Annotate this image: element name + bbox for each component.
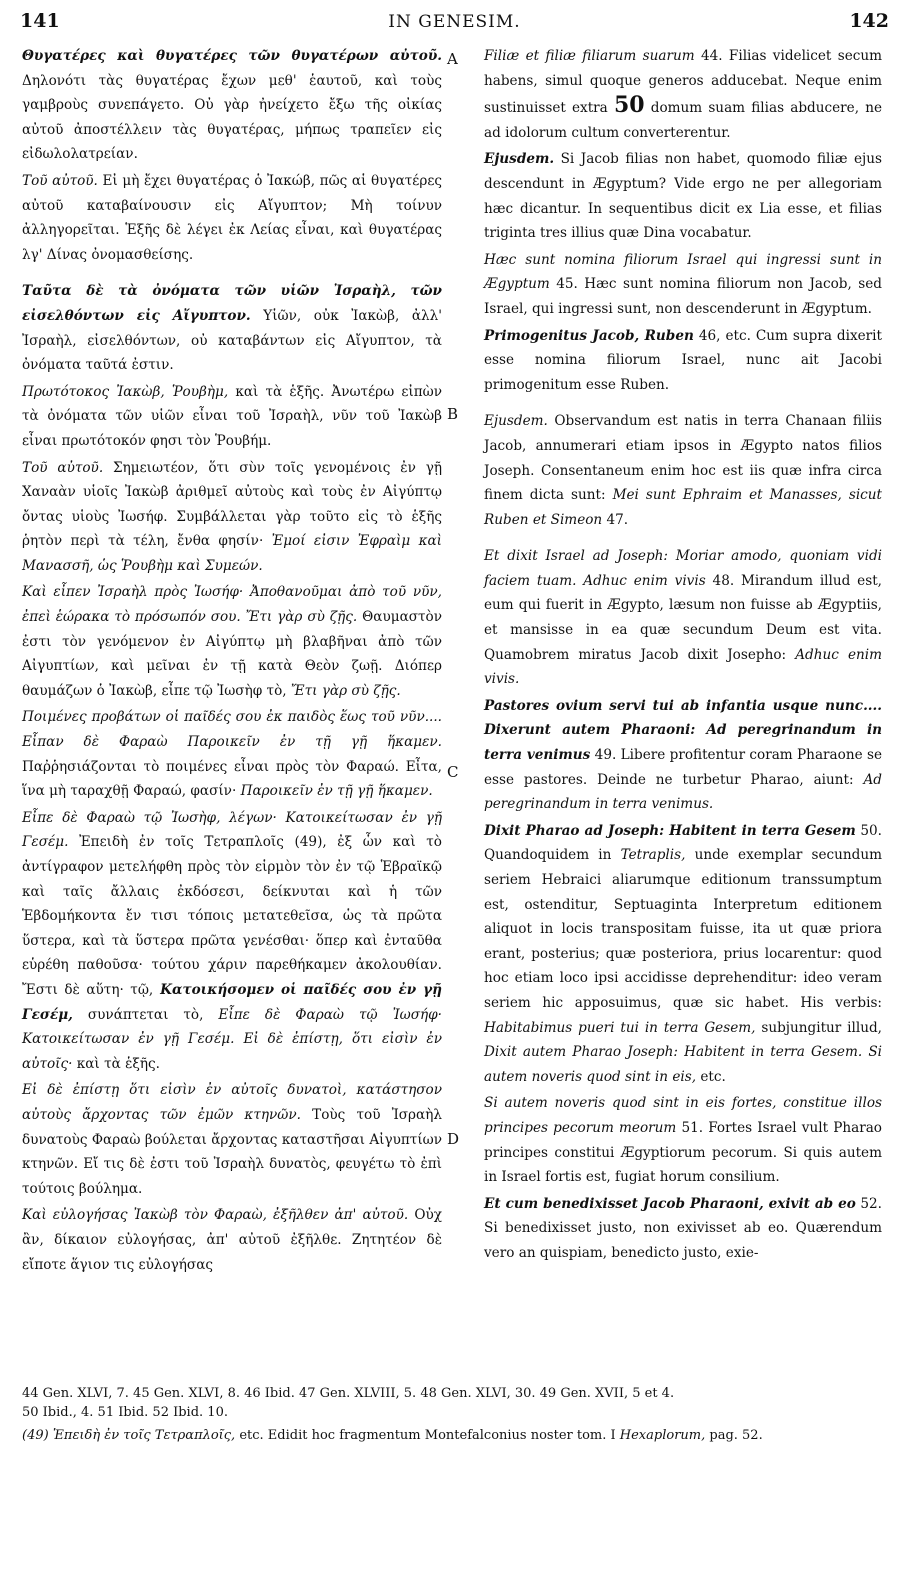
footnote-text: etc. Edidit hoc fragmentum Montefalconius noster tom. I <box>235 1428 616 1443</box>
page-number-right: 142 <box>849 10 889 32</box>
latin-paragraph <box>484 694 882 817</box>
footnote-text: pag. 52. <box>705 1428 763 1443</box>
commentary: 48. Mirandum illud est, eum qui fuerit in Ægypto, læsum non fuisse ab Ægyptiis, et mansisse in ea quæ secundum Deum est vita. Quamobrem miratus Jacob dixit Josepho: <box>484 572 882 663</box>
footnote-line: 44 Gen. XLVI, 7. 45 Gen. XLVI, 8. 46 Ibid. 47 Gen. XLVIII, 5. 48 Gen. XLVI, 30. 49 Gen. XVII, 5 et 4. <box>22 1386 675 1401</box>
latin-paragraph <box>484 324 882 398</box>
commentary: Δηλονότι τὰς θυγατέρας ἔχων μεθ' ἑαυτοῦ, καὶ τοὺς γαμβροὺς συνεπάγετο. Οὐ γὰρ ἠνείχετο ἔξω τῆς οἰκίας αὐτοῦ ἀποστέλλειν τὰς θυγατέρας, μήπως τραπεῖεν εἰς εἰδωλολατρείαν. <box>22 72 442 163</box>
lemma: Πρωτότοκος Ἰακὼβ, Ῥουβὴμ, <box>22 383 229 400</box>
page-number-left: 141 <box>20 10 60 32</box>
greek-paragraph <box>22 806 442 1077</box>
quotation: Ἔτι γὰρ σὺ ζῇς. <box>286 682 401 699</box>
margin-letter-c: C <box>447 763 459 781</box>
column-number: 50 <box>613 92 645 119</box>
latin-paragraph <box>484 409 882 532</box>
quotation: Dixit autem Pharao Joseph: Habitent in terra Gesem. Si autem noveris quod sint in eis, <box>484 1044 882 1085</box>
commentary: Παῤῥησιάζονται τὸ ποιμένες εἶναι πρὸς τὸν Φαραώ. Εἶτα, ἵνα μὴ ταραχθῇ Φαραώ, φασίν· <box>22 758 442 800</box>
lemma: Et cum benedixisset Jacob Pharaoni, exivit ab eo <box>484 1195 856 1212</box>
commentary: Si Jacob filias non habet, quomodo filiæ ejus descendunt in Ægyptum? Vide ergo ne per allegoriam hæc dicantur. In sequentibus dicit ex Lia esse, et filias triginta tres illius quæ Dina vocabatur. <box>484 151 882 242</box>
commentary: 51. Fortes Israel vult Pharao principes constitui Ægyptiorum pecorum. Si quis autem in Israel fortis est, fugiat horum consilium. <box>484 1119 882 1186</box>
commentary: unde exemplar secundum seriem Hebraici aliarumque editionum transsumptum est, ostenditur, Septuaginta Interpretum editionem aliquot in locis transpositam fuisse, ita ut quæ priora erant, posterius; quæ posteriora, prius locarentur: quod hoc etiam loco ipsi accidisse deprehenditur: ideo veram seriem hic apposuimus, quæ sic habet. His verbis: <box>484 847 883 1011</box>
quotation: Mei sunt Ephraim et Manasses, sicut Ruben et Simeon <box>484 487 882 528</box>
greek-column <box>22 44 442 1279</box>
lemma: Filiæ et filiæ filiarum suarum <box>484 48 695 64</box>
margin-letter-a: A <box>447 50 458 68</box>
lemma: Ταῦτα δὲ τὰ ὀνόματα τῶν υἱῶν Ἰσραὴλ, τῶν εἰσελθόντων εἰς Αἴγυπτον. <box>22 283 442 324</box>
commentary: 46, etc. Cum supra dixerit esse nomina filiorum Israel, nunc ait Jacobi primogenitum esse Ruben. <box>484 327 882 393</box>
commentary: domum suam filias abducere, ne ad idolorum cultum converterentur. <box>484 100 882 141</box>
lemma: Pastores ovium servi tui ab infantia usque nunc.... Dixerunt autem Pharaoni: Ad peregrinandum in terra venimus <box>484 697 882 764</box>
lemma: Καὶ εἶπεν Ἰσραὴλ πρὸς Ἰωσήφ· Ἀποθανοῦμαι ἀπὸ τοῦ νῦν, ἐπεὶ ἑώρακα τὸ πρόσωπόν σου. Ἔτι γὰρ σὺ ζῇς. <box>22 584 442 626</box>
greek-paragraph <box>22 1203 442 1277</box>
quotation: Παροικεῖν ἐν τῇ γῇ ἥκαμεν. <box>236 783 433 800</box>
greek-paragraph <box>22 380 442 454</box>
lemma: Si autem noveris quod sint in eis fortes, constitue illos principes pecorum meorum <box>484 1095 882 1136</box>
latin-column <box>484 44 882 1268</box>
lemma: Primogenitus Jacob, Ruben <box>484 327 694 344</box>
lemma: Εἰ δὲ ἐπίστῃ ὅτι εἰσὶν ἐν αὐτοῖς δυνατοὶ, κατάστησον αὐτοὺς ἄρχοντας τῶν ἐμῶν κτηνῶν. <box>22 1082 442 1123</box>
latin-paragraph <box>484 248 882 322</box>
quotation: Ad peregrinandum in terra venimus. <box>484 771 882 813</box>
greek-paragraph <box>22 580 442 703</box>
commentary: συνάπτεται τὸ, <box>72 1006 204 1023</box>
latin-paragraph <box>484 819 882 1090</box>
quotation: Tetraplis, <box>611 847 686 864</box>
attribution: Ejusdem. <box>484 151 555 168</box>
attribution: Τοῦ αὐτοῦ. <box>22 172 98 189</box>
greek-paragraph <box>22 169 442 267</box>
margin-letter-b: B <box>447 405 459 423</box>
commentary: Οὐχ ἂν, δίκαιον εὐλογήσας, ἀπ' αὐτοῦ ἐξῆλθε. Ζητητέον δὲ εἴποτε ἅγιον τις εὐλογήσας <box>22 1207 442 1273</box>
greek-paragraph <box>22 1078 442 1201</box>
scripture-footnotes <box>22 1384 882 1422</box>
commentary: Υἱῶν, οὐκ Ἰακὼβ, ἀλλ' Ἰσραὴλ, εἰσελθόντων, οὐ καταβάντων εἰς Αἴγυπτον, τὰ ὀνόματα ταῦτά ἐστιν. <box>22 307 442 374</box>
lemma: Hæc sunt nomina filiorum Israel qui ingressi sunt in Ægyptum <box>484 251 882 293</box>
latin-paragraph <box>484 44 882 145</box>
margin-letter-d: D <box>447 1130 460 1148</box>
commentary: 52. Si benedixisset justo, non exivisset ab eo. Quærendum vero an quispiam, benedicto justo, exie- <box>484 1195 882 1261</box>
latin-paragraph <box>484 1192 882 1266</box>
commentary: etc. <box>696 1068 726 1085</box>
commentary: 49. Libere profitentur coram Pharaone se esse pastores. Deinde ne turbetur Pharao, aiunt: <box>484 747 882 788</box>
lemma: Dixit Pharao ad Joseph: Habitent in terra Gesem <box>484 822 856 839</box>
lemma: Ποιμένες προβάτων οἱ παῖδές σου ἐκ παιδὸς ἕως τοῦ νῦν.... Εἶπαν δὲ Φαραὼ Παροικεῖν ἐν τῇ γῇ ἥκαμεν. <box>22 709 442 751</box>
quotation: Adhuc enim vivis. <box>484 646 882 688</box>
greek-paragraph <box>22 279 442 377</box>
footnote-title: Hexaplorum, <box>615 1428 706 1443</box>
greek-paragraph <box>22 44 442 167</box>
attribution: Ejusdem. <box>484 413 548 430</box>
lemma: Θυγατέρες καὶ θυγατέρες τῶν θυγατέρων αὐτοῦ. <box>22 48 442 64</box>
lemma: Εἶπε δὲ Φαραὼ τῷ Ἰωσὴφ, λέγων· Κατοικείτωσαν ἐν γῇ Γεσέμ. <box>22 809 442 851</box>
editorial-footnote <box>22 1426 882 1445</box>
quotation: Habitabimus pueri tui in terra Gesem, <box>484 1019 756 1036</box>
commentary: καὶ τὰ ἑξῆς. Ἀνωτέρω εἰπὼν τὰ ὀνόματα τῶν υἱῶν εἶναι τοῦ Ἰσραὴλ, νῦν τοῦ Ἰακὼβ εἶναι πρωτότοκόν φησι τὸν Ῥουβήμ. <box>22 383 442 449</box>
commentary: Εἰ μὴ ἔχει θυγατέρας ὁ Ἰακώβ, πῶς αἱ θυγατέρες αὐτοῦ καταβαίνουσιν εἰς Αἴγυπτον; Μὴ τοίνυν ἀλληγορεῖται. Ἑξῆς δὲ λέγει ἐκ Λείας εἶναι, καὶ θυγατέρας λγ' Δίνας ὀνομασθείσης. <box>22 172 442 263</box>
greek-paragraph <box>22 456 442 579</box>
running-header <box>20 10 889 34</box>
attribution: Τοῦ αὐτοῦ. <box>22 459 104 476</box>
footnote-lemma: (49) Ἐπειδὴ ἐν τοῖς Τετραπλοῖς, <box>22 1428 236 1443</box>
commentary: 44. Filias videlicet secum habens, simul quoque generos adducebat. Neque enim sustinuisset extra <box>484 48 882 117</box>
footnote-line: 50 Ibid., 4. 51 Ibid. 52 Ibid. 10. <box>22 1405 228 1420</box>
footnote-ref: 47. <box>602 511 629 528</box>
commentary: καὶ τὰ ἑξῆς. <box>72 1055 160 1072</box>
commentary: 50. Quandoquidem in <box>484 822 882 864</box>
latin-paragraph <box>484 544 882 692</box>
commentary: 45. Hæc sunt nomina filiorum non Jacob, sed Israel, qui ingressi sunt, non descenderunt in Ægyptum. <box>484 276 882 317</box>
quotation: Εἶπε δὲ Φαραὼ τῷ Ἰωσήφ· Κατοικείτωσαν ἐν γῇ Γεσέμ. Εἰ δὲ ἐπίστῃ, ὅτι εἰσὶν ἐν αὐτοῖς· <box>22 1006 443 1072</box>
latin-paragraph <box>484 1091 882 1189</box>
commentary: Observandum est natis in terra Chanaan filiis Jacob, annumerari etiam ipsos in Ægypto natos filios Joseph. Consentaneum enim hoc est iis quæ infra circa finem dicta sunt: <box>484 413 882 504</box>
latin-paragraph <box>484 147 882 245</box>
commentary: Θαυμαστὸν ἐστι τὸν γενόμενον ἐν Αἰγύπτῳ μὴ βλαβῆναι ἀπὸ τῶν Αἰγυπτίων, καὶ μεῖναι ἐν τῇ κατὰ Θεὸν ζωῇ. Διόπερ θαυμάζων ὁ Ἰακὼβ, εἶπε τῷ Ἰωσὴφ τὸ, <box>22 609 442 699</box>
commentary: Τοὺς τοῦ Ἰσραὴλ δυνατοὺς Φαραὼ βούλεται ἄρχοντας καταστῆσαι Αἰγυπτίων κτηνῶν. Εἴ τις δὲ ἐστι τοῦ Ἰσραὴλ δυνατὸς, φευγέτω τὸ ἐπὶ τούτοις βούλημα. <box>22 1106 442 1197</box>
greek-paragraph <box>22 705 442 803</box>
quotation: Κατοικήσομεν οἱ παῖδές σου ἐν γῇ Γεσέμ, <box>22 981 442 1023</box>
quotation: Ἐμοί εἰσιν Ἐφραὶμ καὶ Μανασσῆ, ὡς Ῥουβὴμ καὶ Συμεών. <box>22 533 442 574</box>
running-title: IN GENESIM. <box>388 12 521 32</box>
commentary: Ἐπειδὴ ἐν τοῖς Τετραπλοῖς (49), ἐξ ὧν καὶ τὸ ἀντίγραφον μετελήφθη πρὸς τὸν εἱρμὸν τὸν ἐν τῷ Ἑβραϊκῷ καὶ ταῖς ἄλλαις ἐκδόσεσι, δείκνυται καὶ ἡ τῶν Ἑβδομήκοντα ἔν τισι τόποις μετατεθεῖσα, ὡς τὰ πρῶτα ὕστερα, καὶ τὰ ὕστερα πρῶτα γενέσθαι· ὅπερ καὶ ἐνταῦθα εὑρέθη παθοῦσα· τούτου χάριν παρεθήκαμεν ἀκολουθίαν. Ἔστι δὲ αὕτη· τῷ, <box>22 834 442 998</box>
commentary: subjungitur illud, <box>755 1019 882 1036</box>
lemma: Καὶ εὐλογήσας Ἰακὼβ τὸν Φαραὼ, ἐξῆλθεν ἀπ' αὐτοῦ. <box>22 1207 409 1224</box>
commentary: Σημειωτέον, ὅτι σὺν τοῖς γενομένοις ἐν γῇ Χαναὰν υἱοῖς Ἰακὼβ ἀριθμεῖ αὐτοὺς καὶ τοὺς ἐν Αἰγύπτῳ ὄντας υἱοὺς Ἰωσήφ. Συμβάλλεται γὰρ τοῦτο εἰς τὸ ἑξῆς ῥητὸν περὶ τὰ τέλη, ἔνθα φησίν· <box>22 459 443 550</box>
lemma: Et dixit Israel ad Joseph: Moriar amodo, quoniam vidi faciem tuam. Adhuc enim vivis <box>484 548 882 589</box>
